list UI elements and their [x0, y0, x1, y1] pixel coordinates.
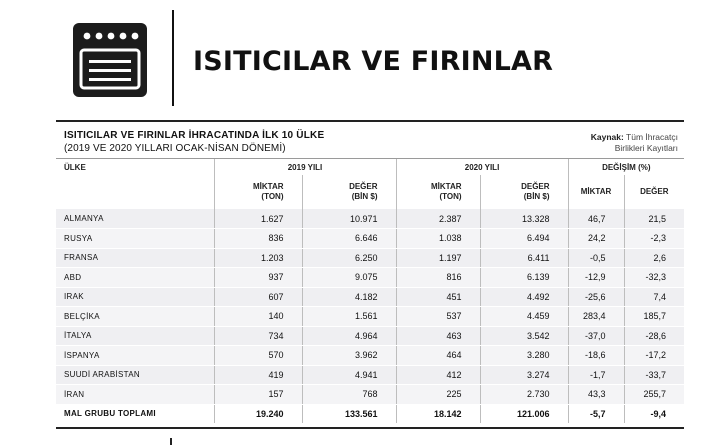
cell-qty-2019: 157: [214, 385, 302, 405]
cell-change-value: -17,2: [624, 346, 684, 366]
cell-value-2020: 3.542: [480, 326, 568, 346]
table-title: ISITICILAR VE FIRINLAR İHRACATINDA İLK 10 ÜLKE: [64, 130, 325, 141]
cell-value-2020: 4.492: [480, 287, 568, 307]
cell-qty-2020: 1.038: [396, 229, 480, 249]
table-row: [56, 385, 684, 405]
cell-change-qty: -18,6: [568, 346, 624, 366]
cell-change-qty: -25,6: [568, 287, 624, 307]
cell-change-value: -28,6: [624, 326, 684, 346]
cell-qty-2019: 937: [214, 268, 302, 288]
cell-change-qty: -0,5: [568, 248, 624, 268]
total-change-qty: -5,7: [568, 404, 624, 424]
total-row: [56, 404, 684, 424]
cell-value-2020: 6.494: [480, 229, 568, 249]
col-2020-value: DEĞER (BİN $): [480, 175, 568, 209]
cell-change-qty: -1,7: [568, 365, 624, 385]
oven-icon: [72, 22, 148, 98]
cell-value-2020: 3.274: [480, 365, 568, 385]
cell-value-2019: 10.971: [302, 209, 396, 229]
cell-qty-2019: 419: [214, 365, 302, 385]
cell-value-2019: 1.561: [302, 307, 396, 327]
cell-value-2019: 6.646: [302, 229, 396, 249]
table-row: [56, 229, 684, 249]
cell-country: ALMANYA: [56, 209, 214, 229]
cell-qty-2019: 1.627: [214, 209, 302, 229]
cell-value-2020: 2.730: [480, 385, 568, 405]
cell-qty-2020: 451: [396, 287, 480, 307]
total-value-2020: 121.006: [480, 404, 568, 424]
source-text-line2: Birlikleri Kayıtları: [614, 143, 678, 153]
cell-change-value: -33,7: [624, 365, 684, 385]
cell-qty-2019: 140: [214, 307, 302, 327]
export-table: [56, 158, 684, 424]
cell-qty-2020: 1.197: [396, 248, 480, 268]
footer-divider: [170, 438, 172, 445]
cell-value-2019: 768: [302, 385, 396, 405]
cell-change-value: -2,3: [624, 229, 684, 249]
cell-qty-2019: 1.203: [214, 248, 302, 268]
cell-country: FRANSA: [56, 248, 214, 268]
col-change-qty: MİKTAR: [568, 175, 624, 209]
table-subtitle: (2019 VE 2020 YILLARI OCAK-NİSAN DÖNEMİ): [64, 143, 286, 154]
cell-change-value: 2,6: [624, 248, 684, 268]
cell-country: IRAK: [56, 287, 214, 307]
cell-change-qty: -37,0: [568, 326, 624, 346]
table-row: [56, 209, 684, 229]
group-2019: 2019 YILI: [214, 159, 396, 176]
header-divider: [172, 10, 174, 106]
cell-change-value: 7,4: [624, 287, 684, 307]
table-row: [56, 365, 684, 385]
cell-value-2019: 3.962: [302, 346, 396, 366]
cell-qty-2020: 537: [396, 307, 480, 327]
col-change-value: DEĞER: [624, 175, 684, 209]
cell-qty-2019: 734: [214, 326, 302, 346]
col-2019-value: DEĞER (BİN $): [302, 175, 396, 209]
table-row: [56, 248, 684, 268]
table-row: [56, 326, 684, 346]
total-qty-2020: 18.142: [396, 404, 480, 424]
total-value-2019: 133.561: [302, 404, 396, 424]
cell-change-qty: 283,4: [568, 307, 624, 327]
cell-qty-2020: 464: [396, 346, 480, 366]
table-row: [56, 307, 684, 327]
export-table-panel: [56, 120, 684, 429]
cell-qty-2019: 570: [214, 346, 302, 366]
cell-country: İRAN: [56, 385, 214, 405]
page-header: [0, 0, 712, 110]
cell-value-2019: 6.250: [302, 248, 396, 268]
page-title: ISITICILAR VE FIRINLAR: [193, 46, 554, 77]
group-change: DEĞİŞİM (%): [568, 159, 684, 176]
cell-qty-2020: 816: [396, 268, 480, 288]
col-2020-qty: MİKTAR (TON): [396, 175, 480, 209]
cell-change-value: 255,7: [624, 385, 684, 405]
cell-qty-2020: 2.387: [396, 209, 480, 229]
cell-change-qty: 43,3: [568, 385, 624, 405]
cell-change-value: 185,7: [624, 307, 684, 327]
cell-qty-2020: 463: [396, 326, 480, 346]
cell-value-2020: 6.139: [480, 268, 568, 288]
source-note: [591, 132, 678, 154]
source-label: Kaynak:: [590, 132, 624, 142]
cell-change-qty: 24,2: [568, 229, 624, 249]
cell-change-qty: 46,7: [568, 209, 624, 229]
total-label: MAL GRUBU TOPLAMI: [56, 404, 214, 424]
table-row: [56, 268, 684, 288]
cell-qty-2020: 225: [396, 385, 480, 405]
cell-value-2020: 4.459: [480, 307, 568, 327]
cell-change-qty: -12,9: [568, 268, 624, 288]
table-row: [56, 346, 684, 366]
col-country: ÜLKE: [56, 159, 214, 210]
group-header-row: [56, 159, 684, 176]
col-2019-qty: MİKTAR (TON): [214, 175, 302, 209]
cell-country: İTALYA: [56, 326, 214, 346]
cell-value-2019: 4.182: [302, 287, 396, 307]
cell-value-2020: 13.328: [480, 209, 568, 229]
cell-value-2020: 3.280: [480, 346, 568, 366]
source-text-line1: Tüm İhracatçı: [626, 132, 678, 142]
cell-country: RUSYA: [56, 229, 214, 249]
cell-qty-2019: 607: [214, 287, 302, 307]
group-2020: 2020 YILI: [396, 159, 568, 176]
cell-change-value: -32,3: [624, 268, 684, 288]
cell-country: ABD: [56, 268, 214, 288]
table-row: [56, 287, 684, 307]
cell-country: SUUDİ ARABİSTAN: [56, 365, 214, 385]
total-change-value: -9,4: [624, 404, 684, 424]
cell-qty-2020: 412: [396, 365, 480, 385]
cell-change-value: 21,5: [624, 209, 684, 229]
cell-country: BELÇİKA: [56, 307, 214, 327]
total-qty-2019: 19.240: [214, 404, 302, 424]
cell-country: İSPANYA: [56, 346, 214, 366]
table-body: [56, 209, 684, 424]
cell-value-2019: 4.941: [302, 365, 396, 385]
cell-value-2020: 6.411: [480, 248, 568, 268]
cell-value-2019: 9.075: [302, 268, 396, 288]
cell-qty-2019: 836: [214, 229, 302, 249]
cell-value-2019: 4.964: [302, 326, 396, 346]
